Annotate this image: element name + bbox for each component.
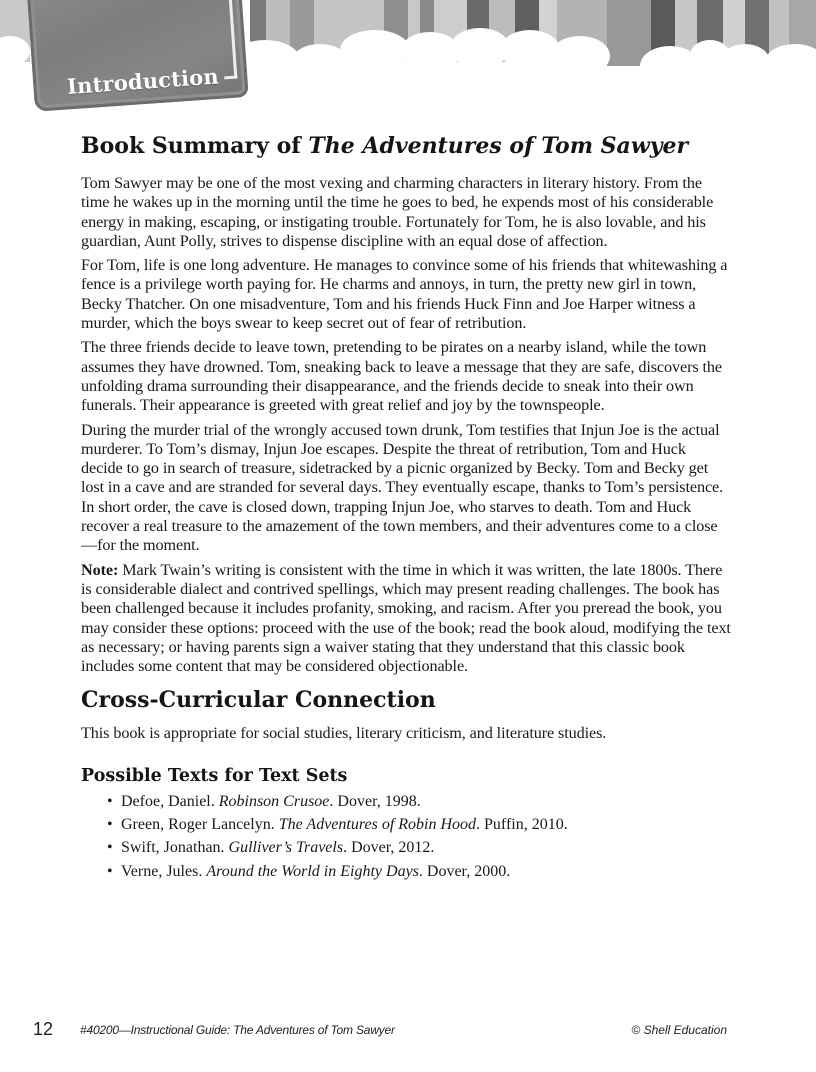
- item-author: Swift, Jonathan.: [121, 839, 229, 857]
- introduction-tab: [26, 0, 249, 112]
- cross-curricular-heading: Cross-Curricular Connection: [81, 687, 436, 714]
- item-title: Robinson Crusoe: [218, 792, 330, 810]
- item-publisher: . Dover, 2012.: [343, 839, 435, 857]
- bullet-icon: •: [107, 816, 113, 834]
- summary-paragraph: During the murder trial of the wrongly accused town drunk, Tom testifies that Injun Joe is the actual murderer. To Tom’s dismay, Injun Joe escapes. Despite the threat of retribution, Tom and Huck decide to go in search of treasure, sidetracked by a picnic organized by Becky. Tom and Becky get lost in a cave and are stranded for several days. They eventually escape, thanks to Tom’s persistence. In short order, the cave is closed down, trapping Injun Joe, who starves to death. Tom and Huck recover a real treasure to the amazement of the town members, and their adventures come to a close—for the moment.: [81, 420, 724, 555]
- heading-plain-text: Book Summary of: [81, 133, 309, 159]
- heading-book-title: The Adventures of Tom Sawyer: [308, 133, 689, 159]
- summary-paragraph: For Tom, life is one long adventure. He manages to convince some of his friends that whitewashing a fence is a privilege worth paying for. He charms and annoys, in turn, the pretty new girl in town, Becky Thatcher. On one misadventure, Tom and his friends Huck Finn and Joe Harper witness a murder, which the boys swear to keep secret out of fear of retribution.: [81, 256, 728, 333]
- bullet-icon: •: [107, 792, 113, 810]
- item-publisher: . Dover, 1998.: [329, 792, 421, 810]
- list-item: [107, 836, 731, 859]
- bullet-icon: •: [107, 862, 113, 880]
- page-footer: [0, 1019, 816, 1043]
- list-item: [107, 813, 731, 836]
- item-title: Around the World in Eighty Days: [206, 862, 419, 880]
- item-publisher: . Dover, 2000.: [418, 862, 511, 880]
- list-item: [107, 790, 731, 813]
- summary-paragraph: Tom Sawyer may be one of the most vexing and charming characters in literary history. From the time he wakes up in the morning until the time he goes to bed, he expends most of his considerable energy in making, escaping, or instigating trouble. Fortunately for Tom, he is also lovable, and his guardian, Aunt Polly, strives to dispense discipline with an equal dose of affection.: [81, 174, 714, 250]
- text-sets-heading: Possible Texts for Text Sets: [81, 765, 348, 786]
- note-paragraph: [81, 561, 731, 677]
- bullet-icon: •: [107, 839, 113, 857]
- item-publisher: . Puffin, 2010.: [476, 816, 568, 834]
- note-text: Mark Twain’s writing is consistent with the time in which it was written, the late 1800s. There is considerable dialect and contrived spellings, which may present reading challenges. The book has been challenged because it includes profanity, smoking, and racism. After you preread the book, you may consider these options: proceed with the use of the book; read the book aloud, modifying the text as necessary; or having parents sign a waiver stating that they understand that this classic book includes some content that may be considered objectionable.: [81, 560, 731, 676]
- cross-curricular-text: This book is appropriate for social studies, literary criticism, and literature studies.: [81, 724, 607, 743]
- list-item: [107, 860, 731, 883]
- item-title: Gulliver’s Travels: [228, 839, 344, 857]
- introduction-label: Introduction: [66, 63, 220, 99]
- note-label: Note:: [81, 560, 119, 579]
- book-summary-heading: [81, 130, 731, 162]
- item-author: Green, Roger Lancelyn.: [121, 816, 279, 834]
- footer-book-title: #40200—Instructional Guide: The Adventures of Tom Sawyer: [80, 1023, 395, 1037]
- page-content: [81, 130, 731, 883]
- text-sets-list: [81, 790, 731, 883]
- splash-shape: [550, 36, 610, 70]
- page-number: 12: [33, 1019, 54, 1039]
- footer-copyright: © Shell Education: [631, 1023, 727, 1037]
- item-author: Defoe, Daniel.: [121, 792, 219, 810]
- summary-paragraph: The three friends decide to leave town, pretending to be pirates on a nearby island, while the town assumes they have drowned. Tom, sneaking back to leave a message that they are safe, discovers the unfolding drama surrounding their disappearance, and the friends decide to sneak into their own funerals. Their appearance is greeted with great relief and joy by the townspeople.: [81, 338, 722, 415]
- item-title: The Adventures of Robin Hood: [278, 816, 477, 834]
- item-author: Verne, Jules.: [121, 862, 207, 880]
